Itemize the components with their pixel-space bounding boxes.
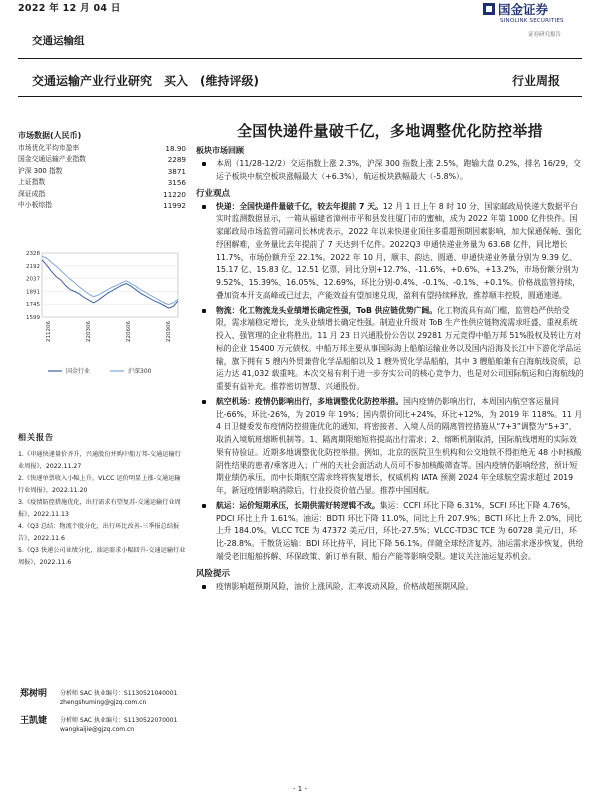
market-data — [18, 130, 186, 211]
related-report-item[interactable]: 3.《疫情防控措施优化，出行需求有望复苏-交通运输行业周报》，2022.11.13 — [18, 499, 181, 518]
paragraph: 本周（11/28-12/2）交运指数上涨 2.3%，沪深 300 指数上涨 2.5%，跑输大盘 0.2%，排名 16/29，交运子板块中航空板块涨幅最大（+6.3%），航运板块跌幅最大（-5.8%）。 — [196, 158, 584, 184]
market-value: 2289 — [167, 155, 186, 165]
market-label: 上证指数 — [18, 178, 46, 187]
market-label: 中小板综指 — [18, 201, 52, 210]
logo-cn: 国金证券 — [498, 2, 549, 17]
y-tick-label: 1599 — [26, 315, 40, 321]
analyst-card — [18, 690, 186, 707]
related-report-item[interactable]: 1.《申通快递量价齐升，兴通股份并购中船万邦-交通运输行业周报》，2022.11.27 — [18, 451, 181, 470]
y-tick-label: 1891 — [26, 289, 40, 296]
series-line-hs300 — [42, 256, 178, 304]
analyst-name: 王凯婕 — [20, 716, 48, 726]
divider — [18, 96, 582, 97]
analyst-card — [18, 717, 186, 734]
market-label: 国金交通运输产业指数 — [18, 155, 86, 164]
market-value: 3156 — [167, 178, 186, 188]
paragraph: 疫情影响超预期风险，油价上涨风险，汇率波动风险，价格战超预期风险。 — [196, 581, 584, 594]
report-body — [196, 120, 584, 593]
market-label: 市场优化平均市盈率 — [18, 144, 80, 152]
y-tick-label: 2037 — [26, 276, 40, 283]
analyst-cert: 分析师 SAC 执业编号：S1130521040001 — [60, 690, 178, 697]
logo-tag: 证券研究报告 — [528, 32, 562, 38]
related-report-item[interactable]: 2.《快递单票收入小幅上升，VLCC 运价明显上涨-交通运输行业周报》，2022.11.20 — [18, 475, 181, 494]
market-row — [18, 143, 186, 154]
index-chart — [18, 245, 186, 385]
section-heading: 板块市场回顾 — [196, 146, 244, 155]
research-group: 交通运输组 — [32, 35, 85, 47]
related-title: 相关报告 — [18, 433, 54, 442]
market-row — [18, 189, 186, 200]
paragraph: 物流：化工物流龙头业绩增长确定性强，ToB 供应链优势广阔。化工物流具有高门槛，监管趋严供给受限，需求端稳定增长，龙头业绩增长确定性强。制造业升级对 ToB 生产性供应链物流需求旺盛，重视系统投入、强管理的企业将胜出。11 月 23 日兴通股份公告以 29281 万元竞得中船万邦 51%股权及转让方对标的企业 15400 万元债权。中船万邦主要从事国际海上船舶运输业务以及国内沿海及长江中下游化学品运输，旗下拥有 5 艘内外贸兼营化学品船舶以及 1 艘外贸化学品船舶，其中 3 艘船舶兼有白海航线资质，总运力达 41,032 载重吨。本次交易有利于进一步夯实公司的核心竞争力，也是对公司国际航运和白海航线的重要有益补充。推荐密切智慧、兴通股份。 — [196, 305, 584, 394]
related-report-item[interactable]: 4.《Q3 总结：物流个股分化，出行环比改善-三季报总结报告》，2022.11.6 — [18, 523, 180, 542]
plot-frame — [42, 253, 178, 317]
report-type: 行业周报 — [511, 74, 560, 88]
report-header — [32, 72, 271, 89]
x-tick-label: 211206 — [46, 321, 52, 342]
analyst-email[interactable]: zhengshuming@gjzq.com.cn — [60, 698, 147, 706]
market-value: 11992 — [163, 201, 186, 211]
market-title: 市场数据(人民币) — [18, 131, 82, 140]
logo-en: SINOLINK SECURITIES — [500, 18, 564, 24]
y-tick-label: 2328 — [26, 251, 40, 257]
related-reports — [18, 432, 186, 569]
market-row — [18, 166, 186, 177]
report-name: 交通运输产业行业研究 — [32, 74, 153, 88]
rating-note: (维持评级) — [200, 74, 260, 88]
x-tick-label: 220306 — [86, 321, 92, 342]
market-value: 3871 — [167, 166, 186, 176]
related-report-item[interactable]: 5.《Q3 快递公司业绩分化，油运需求小幅回升-交通运输行业周报》，2022.11.6 — [18, 547, 186, 566]
y-tick-label: 2192 — [26, 263, 40, 270]
brand-logo — [482, 0, 564, 38]
divider — [18, 58, 582, 59]
market-row — [18, 154, 186, 165]
series-line-industry — [42, 260, 178, 308]
report-title: 全国快递件量破千亿，多地调整优化防控举措 — [236, 122, 543, 140]
market-value: 11220 — [163, 189, 186, 199]
rating: 买入 — [164, 74, 189, 88]
page-number: - 1 - — [293, 785, 307, 793]
market-row — [18, 177, 186, 188]
paragraph: 快递：全国快递件量破千亿，较去年提前 7 天。12 月 1 日上午 8 时 10 分，国家邮政局快递大数据平台实时监测数据显示，一箱从福建省漳州市平和县发往厦门市的蜜柚，成为 2022 年第 1000 亿件快件。国家邮政局市场监管司副司长林虎表示，2022 年以来快递业顶住多重超预期因素影响，加大保通保畅、强化纾困解难，业务量比去年提前了 7 天达到千亿件。2022Q3 申通快递业务量为 63.68 亿件，同比增长 11.7%，市场份额升至 22.1%。2022 年 10 月，顺丰、韵达、圆通、申通快递业务量分别为 9.39 亿、15.17 亿、15.83 亿、12.51 亿票，同比分别+12.7%、-11.6%、+0.6%、+13.2%，市场份额分别为 9.52%、15.39%、16.05%、12.69%，环比分别-0.4%、-0.1%、-0.1%、+0.1%。价格战监管持续，叠加资本开支高峰或已过去，产能效益有望加速兑现，盈利有望持续释放，推荐顺丰控股，圆通速递。 — [196, 201, 584, 303]
section-heading: 风险提示 — [196, 568, 231, 579]
market-value: 18.90 — [165, 144, 186, 153]
x-tick-label: 220906 — [166, 321, 172, 342]
market-label: 沪深 300 指数 — [18, 166, 63, 175]
analyst-email[interactable]: wangkaijie@gjzq.com.cn — [60, 725, 135, 733]
logo-mark-icon — [482, 2, 496, 16]
report-date: 2022 年 12 月 04 日 — [18, 3, 121, 14]
analyst-name: 郑树明 — [20, 689, 48, 699]
x-tick-label: 220606 — [126, 321, 132, 342]
paragraph: 航运：运价短期承压，长期供需好转逻辑不改。集运：CCFI 环比下降 6.31%，SCFI 环比下降 4.76%，PDCI 环比上升 1.61%。油运：BDTI 环比下降 11.0%，同比上升 207.9%；BCTI 环比上升 2.0%，同比上升 184.0%。VLCC TCE 为 47372 美元/日，环比-27.5%；VLCC-TD3C TCE 为 60728 美元/日，环比-28.8%。干散货运输：BDI 环比持平，同比下降 56.1%。伴随全球经济复苏，油运需求逐步恢复，供给端受老旧船舶拆解、环保政策、新订单有限、船台产能等影响受限。建议关注油运复苏机会。 — [196, 500, 584, 564]
market-row — [18, 200, 186, 211]
analyst-cert: 分析师 SAC 执业编号：S1130522070001 — [60, 717, 178, 724]
section-heading: 行业观点 — [196, 188, 231, 199]
paragraph: 航空机场：疫情仍影响出行，多地调整优化防控举措。国内疫情仍影响出行，本周国内航空客运量同比-66%，环比-26%，为 2019 年 19%；国内票价同比+24%，环比+12%，为 2019 年 118%。11 月 4 日卫健委发布疫情防控措施优化的通知，将密接者、入境人员的隔离管控措施从“7+3”调整为“5+3”，取消入境航班熔断机制等。1、隔离期限缩短将提高出行需求；2、熔断机制取消，国际航线增班的实际效果有待验证。近期多地调整优化防控举措。例如，北京的医院卫生机构和公交地铁不得拒绝无 48 小时核酸阴性结果的患者/乘客进入；广州的天社会面活动人员可不参加核酸筛查等。国内疫情仍影响经营，预计短期业绩仍承压，而中长期航空需求终将恢复增长，权威机构 IATA 预测 2024 年全球航空需求超过 2019 年，新冠疫情影响消除后，行业投资价值凸显。推荐中国国航。 — [196, 396, 584, 498]
legend-label: 国金行业 — [66, 368, 91, 375]
market-label: 深证成指 — [18, 189, 46, 198]
legend-label: 沪深300 — [128, 368, 152, 375]
y-tick-label: 1745 — [26, 302, 40, 309]
